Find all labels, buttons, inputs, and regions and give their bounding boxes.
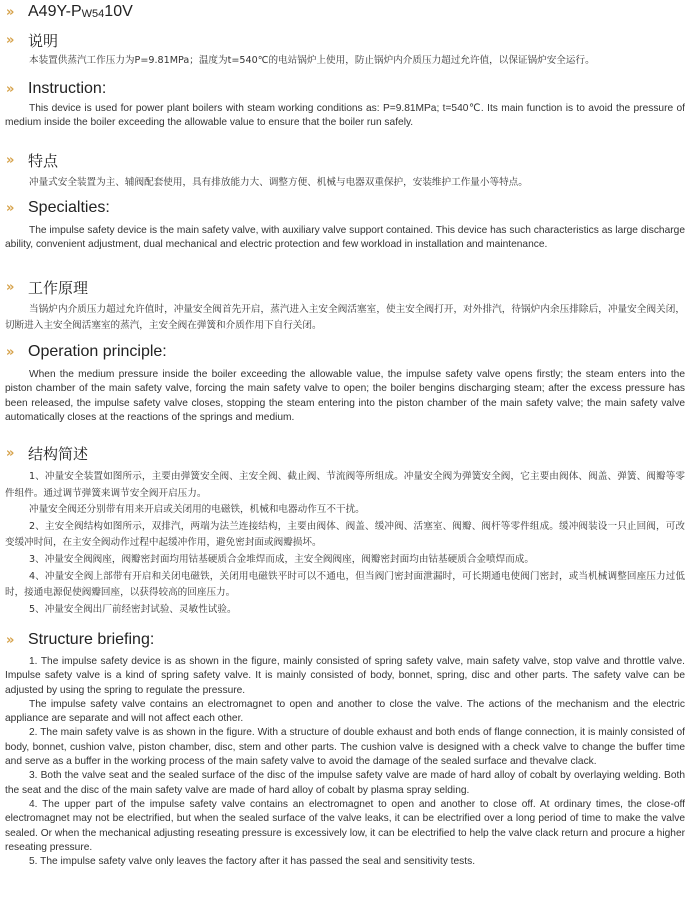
section-text: 冲量式安全装置为主、辅阀配套使用，具有排放能力大、调整方便、机械与电器双重保护，安装维护工作量小等特点。 bbox=[29, 177, 528, 188]
chevron-icon: » bbox=[6, 279, 13, 295]
chevron-icon: » bbox=[6, 4, 13, 20]
section-title: 说明 bbox=[28, 31, 59, 50]
section-features-zh bbox=[0, 150, 700, 188]
section-text: This device is used for power plant boilers with steam working conditions as: P=9.81MPa; t=540℃. Its main function is to avoid the pressure of medium inside the boiler exceeding the allowable value to ensure that the boiler run safely. bbox=[5, 103, 685, 129]
section-title: 结构简述 bbox=[28, 444, 89, 463]
section-desc-zh bbox=[0, 30, 700, 66]
chevron-icon: » bbox=[6, 32, 13, 48]
chevron-icon: » bbox=[6, 632, 13, 648]
section-specialties bbox=[0, 198, 700, 251]
section-structure-zh bbox=[0, 443, 700, 615]
section-text: When the medium pressure inside the boiler exceeding the allowable value, the impulse safety valve opens firstly; the steam enters into the piston chamber of the main safety valve, forcing the main safety valve to open; the boiler bengins discharging steam; after the excess pressure has been released, the impulse safety valve closes, stopping the steam entering into the piston chamber of the main safety valve; the main safety valve automatically closes at the reactions of the springs and medium. bbox=[5, 369, 685, 423]
section-title: Operation principle: bbox=[28, 343, 167, 360]
section-title: Instruction: bbox=[28, 80, 107, 97]
section-instruction bbox=[0, 79, 700, 129]
section-title: 特点 bbox=[28, 151, 59, 170]
list-item: 冲量安全阀还分别带有用来开启或关闭用的电磁铁，机械和电器动作互不干扰。 bbox=[29, 504, 365, 516]
section-title: 工作原理 bbox=[28, 278, 89, 297]
list-item: 3、冲量安全阀阀座，阀瓣密封面均用钴基硬质合金堆焊而成，主安全阀阀座，阀瓣密封面均由钴基硬质合金喷焊而成。 bbox=[29, 553, 534, 565]
section-text: 当锅炉内介质压力超过允许值时，冲量安全阀首先开启，蒸汽进入主安全阀活塞室，使主安全阀打开，对外排汽，待锅炉内余压排除后，冲量安全阀关闭，切断进入主安全阀活塞室的蒸汽，主安全阀在弹簧和介质作用下自行关闭。 bbox=[5, 304, 685, 331]
list-item: 1、冲量安全装置如图所示，主要由弹簧安全阀、主安全阀、截止阀、节流阀等所组成。冲量安全阀为弹簧安全阀，它主要由阀体、阀盖、弹簧、阀瓣等零件组件。通过调节弹簧来调节安全阀开启压力。 bbox=[5, 471, 685, 499]
chevron-icon: » bbox=[6, 200, 13, 216]
list-item: 2. The main safety valve is as shown in the figure. With a structure of double exhaust and both ends of flange connection, it is mainly consisted of body, bonnet, cushion valve, piston chamber, disc, stem and other parts. The cushion valve is designed with a check valve to change the buffer time and serve as a buffer in the working process of the main safety valve to avoid the damage of the sealed surface and thevalve clack. bbox=[5, 727, 685, 768]
list-item: The impulse safety valve contains an electromagnet to open and another to close the valve. The actions of the mechanism and the electric appliance are separate and will not affect each other. bbox=[5, 698, 685, 725]
list-item: 5. The impulse safety valve only leaves the factory after it has passed the seal and sensitivity tests. bbox=[29, 856, 476, 868]
section-text: 本装置供蒸汽工作压力为P=9.81MPa；温度为t=540℃的电站锅炉上使用，防止锅炉内介质压力超过允许值，以保证锅炉安全运行。 bbox=[29, 55, 595, 66]
list-item: 4. The upper part of the impulse safety valve contains an electromagnet to open and another to close off. At ordinary times, the close-off electromagnet may not be electrified, but when the sealed surface of the valve leaks, it can be electrified over a long period of time to make the valve sealed. Or when the mechanical adjusting reseating pressure is excessively low, it can be electrified to help the valve clack return and procure a higher reseating pressure. bbox=[5, 798, 685, 853]
list-item: 4、冲量安全阀上部带有开启和关闭电磁铁，关闭用电磁铁平时可以不通电，但当阀门密封面泄漏时，可长期通电使阀门密封，或当机械调整回座压力过低时，接通电源促使阀瓣回座，以获得较高的回座压力。 bbox=[5, 570, 685, 599]
list-item: 5、冲量安全阀出厂前经密封试验、灵敏性试验。 bbox=[29, 603, 237, 615]
section-principle-zh bbox=[0, 277, 700, 331]
chevron-icon: » bbox=[6, 81, 13, 97]
model-header bbox=[0, 2, 700, 22]
section-structure bbox=[0, 630, 700, 868]
list-item: 3. Both the valve seat and the sealed surface of the disc of the impulse safety valve are made of hard alloy of cobalt by overlaying welding. Both the seat and the disc of the main safety valve are made of hard alloy of cobalt by plasma spray selding. bbox=[5, 770, 685, 796]
section-operation bbox=[0, 342, 700, 423]
list-item: 1. The impulse safety device is as shown in the figure, mainly consisted of spring safety valve, main safety valve, stop valve and throttle valve. Impulse safety valve is a kind of spring safety valve. It is mainly consisted of body, bonnet, spring, disc and other parts. The safety valve can be adjusted by using the spring to regulate the pressure. bbox=[5, 656, 685, 696]
chevron-icon: » bbox=[6, 344, 13, 360]
section-text: The impulse safety device is the main safety valve, with auxiliary valve support contained. This device has such characteristics as large discharge ability, convenient adjustment, dual mechanical and electric protection and few workload in installation and maintenance. bbox=[5, 225, 685, 251]
chevron-icon: » bbox=[6, 152, 13, 168]
structure-list bbox=[5, 655, 685, 869]
section-title: Structure briefing: bbox=[28, 631, 155, 648]
section-title: Specialties: bbox=[28, 199, 110, 216]
structure-zh-list bbox=[5, 469, 685, 618]
chevron-icon: » bbox=[6, 445, 13, 461]
list-item: 2、主安全阀结构如图所示，双排汽，两端为法兰连接结构，主要由阀体、阀盖、缓冲阀、活塞室、阀瓣、阀杆等零件组成。缓冲阀装设一只止回阀，可改变缓冲时间，在主安全阀动作过程中起缓冲作用，避免密封面或阀瓣损坏。 bbox=[5, 520, 685, 549]
model-title: $A49Y-P_{W54}10V$ bbox=[28, 3, 133, 20]
